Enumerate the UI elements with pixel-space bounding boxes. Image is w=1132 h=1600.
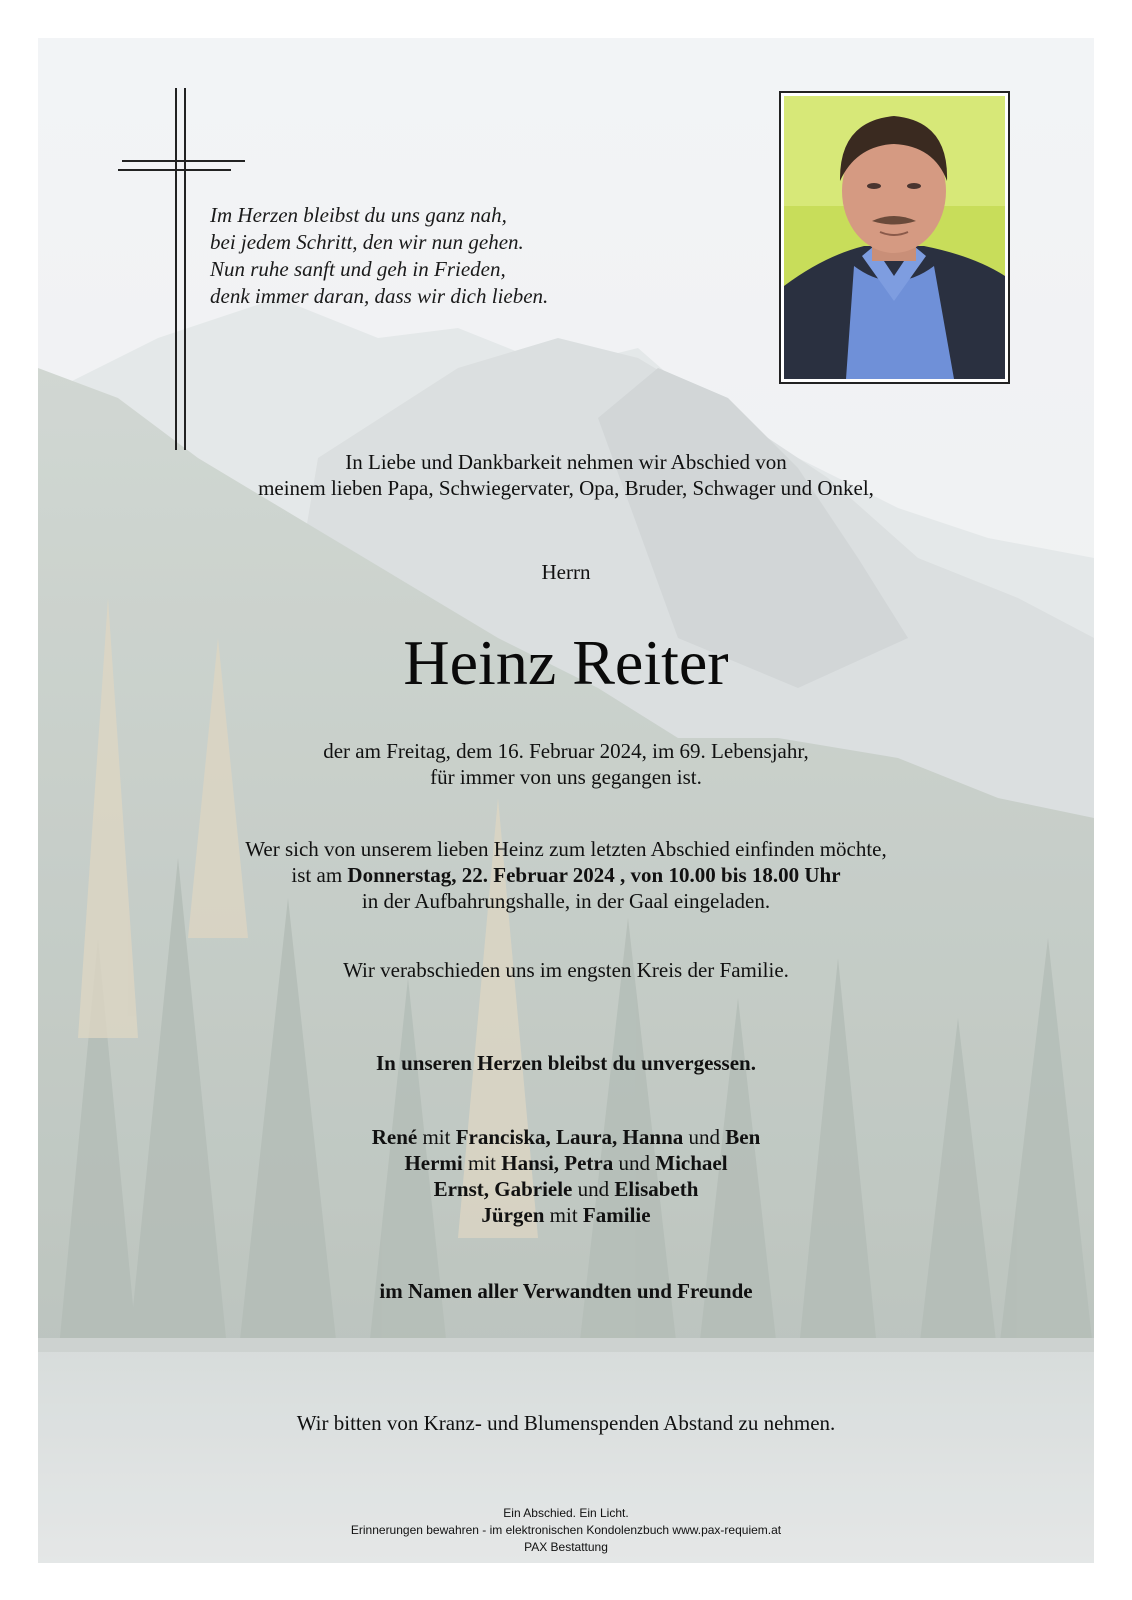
death-notice-line: für immer von uns gegangen ist. (430, 765, 702, 789)
footer (0, 1505, 1132, 1556)
poem-line: Nun ruhe sanft und geh in Frieden, (210, 257, 506, 281)
death-notice (0, 738, 1132, 790)
portrait-image (784, 96, 1005, 379)
mourner-name: Ben (725, 1125, 761, 1149)
footer-condolence-link[interactable]: Erinnerungen bewahren - im elektronischen Kondolenzbuch www.pax-requiem.at (350, 1523, 782, 1537)
intro-line: In Liebe und Dankbarkeit nehmen wir Abschied von (345, 450, 787, 474)
connector: mit (462, 1151, 502, 1175)
viewing-date-time: Donnerstag, 22. Februar 2024 , von 10.00 bis 18.00 Uhr (347, 863, 841, 887)
poem-line: denk immer daran, dass wir dich lieben. (210, 284, 549, 308)
donation-request: Wir bitten von Kranz- und Blumenspenden Abstand zu nehmen. (296, 1411, 836, 1435)
poem-line: Im Herzen bleibst du uns ganz nah, (210, 203, 507, 227)
connector: und (613, 1151, 656, 1175)
intro-text (0, 449, 1132, 501)
mourner-name: Michael (655, 1151, 728, 1175)
death-notice-line: der am Freitag, dem 16. Februar 2024, im 69. Lebensjahr, (323, 739, 809, 763)
remembrance-line: In unseren Herzen bleibst du unvergessen. (376, 1051, 756, 1075)
intro-line: meinem lieben Papa, Schwiegervater, Opa, Bruder, Schwager und Onkel, (258, 476, 874, 500)
closing-line: im Namen aller Verwandten und Freunde (379, 1279, 753, 1303)
mourner-name: Hermi (404, 1151, 463, 1175)
deceased-name: Heinz Reiter (403, 627, 729, 698)
connector: mit (544, 1203, 583, 1227)
connector: und (572, 1177, 615, 1201)
mourners-line (0, 1202, 1132, 1228)
mourner-name: Ernst, Gabriele (433, 1177, 573, 1201)
mourners-line (0, 1176, 1132, 1202)
mourner-name: Familie (582, 1203, 651, 1227)
viewing-line-2 (0, 862, 1132, 888)
memorial-poem (210, 202, 548, 310)
mourner-name: Elisabeth (614, 1177, 699, 1201)
portrait-photo (779, 91, 1010, 384)
mourner-name: Jürgen (481, 1203, 545, 1227)
mourners-line (0, 1124, 1132, 1150)
mourners-list (0, 1124, 1132, 1228)
viewing-info (0, 836, 1132, 914)
mourner-name: René (371, 1125, 418, 1149)
mourner-name: Hansi, Petra (501, 1151, 614, 1175)
viewing-line-3: in der Aufbahrungshalle, in der Gaal eingeladen. (361, 889, 771, 913)
mourners-line (0, 1150, 1132, 1176)
family-farewell: Wir verabschieden uns im engsten Kreis der Familie. (343, 958, 789, 982)
connector: und (683, 1125, 726, 1149)
poem-line: bei jedem Schritt, den wir nun gehen. (210, 230, 524, 254)
mourner-name: Franciska, Laura, Hanna (455, 1125, 684, 1149)
viewing-line-1: Wer sich von unserem lieben Heinz zum letzten Abschied einfinden möchte, (245, 837, 887, 861)
salutation: Herrn (541, 560, 591, 584)
viewing-line-2-prefix: ist am (291, 863, 348, 887)
connector: mit (417, 1125, 456, 1149)
footer-tagline: Ein Abschied. Ein Licht. (503, 1506, 629, 1520)
footer-company: PAX Bestattung (524, 1540, 608, 1554)
